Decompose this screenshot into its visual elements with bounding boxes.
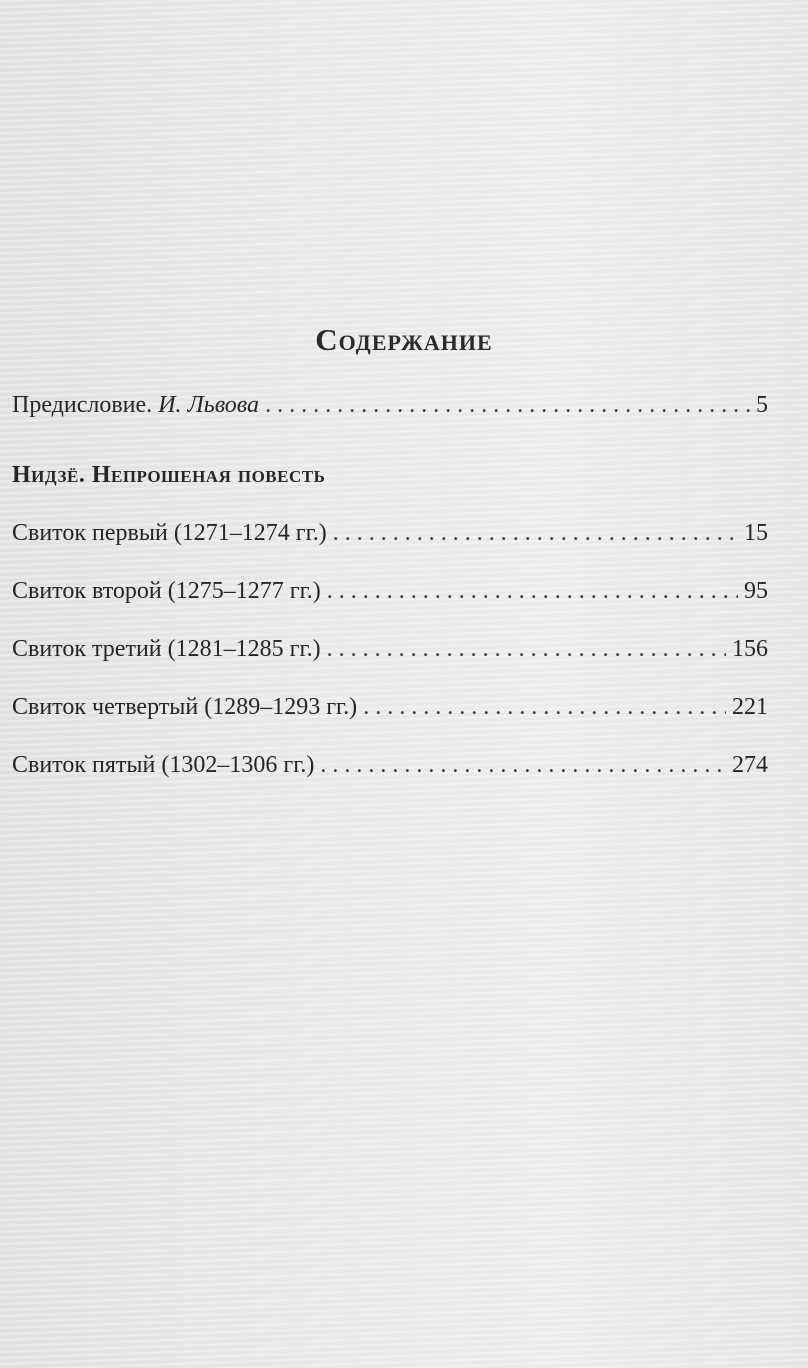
toc-entry-label: Свиток второй (1275–1277 гг.) bbox=[12, 578, 321, 604]
contents-heading: Содержание bbox=[315, 322, 493, 357]
toc-entry-label bbox=[12, 392, 259, 419]
toc-entry-scroll-4 bbox=[12, 694, 768, 721]
page-number: 15 bbox=[744, 520, 768, 546]
toc-entry-scroll-3 bbox=[12, 636, 768, 663]
dot-leader bbox=[327, 636, 726, 663]
toc-entry-label: Свиток первый (1271–1274 гг.) bbox=[12, 520, 327, 546]
preface-label: Предисловие. bbox=[12, 392, 153, 418]
toc-entry-scroll-1 bbox=[12, 520, 768, 547]
page-number: 95 bbox=[744, 578, 768, 604]
preface-author: И. Львова bbox=[158, 392, 260, 418]
page-number: 156 bbox=[732, 636, 768, 662]
dot-leader bbox=[327, 578, 738, 605]
toc-entry-preface bbox=[12, 392, 768, 419]
toc-entry-label: Свиток пятый (1302–1306 гг.) bbox=[12, 752, 315, 778]
dot-leader bbox=[333, 520, 738, 547]
dot-leader bbox=[363, 694, 726, 721]
page-number: 221 bbox=[732, 694, 768, 720]
dot-leader bbox=[320, 752, 726, 779]
toc-entry-scroll-2 bbox=[12, 578, 768, 605]
page-number: 274 bbox=[732, 752, 768, 778]
section-title: Нидзё. Непрошеная повесть bbox=[12, 462, 326, 488]
page-number: 5 bbox=[756, 392, 768, 418]
toc-entry-label: Свиток третий (1281–1285 гг.) bbox=[12, 636, 321, 662]
toc-entry-scroll-5 bbox=[12, 752, 768, 779]
dot-leader bbox=[265, 392, 750, 419]
toc-entry-label: Свиток четвертый (1289–1293 гг.) bbox=[12, 694, 358, 720]
